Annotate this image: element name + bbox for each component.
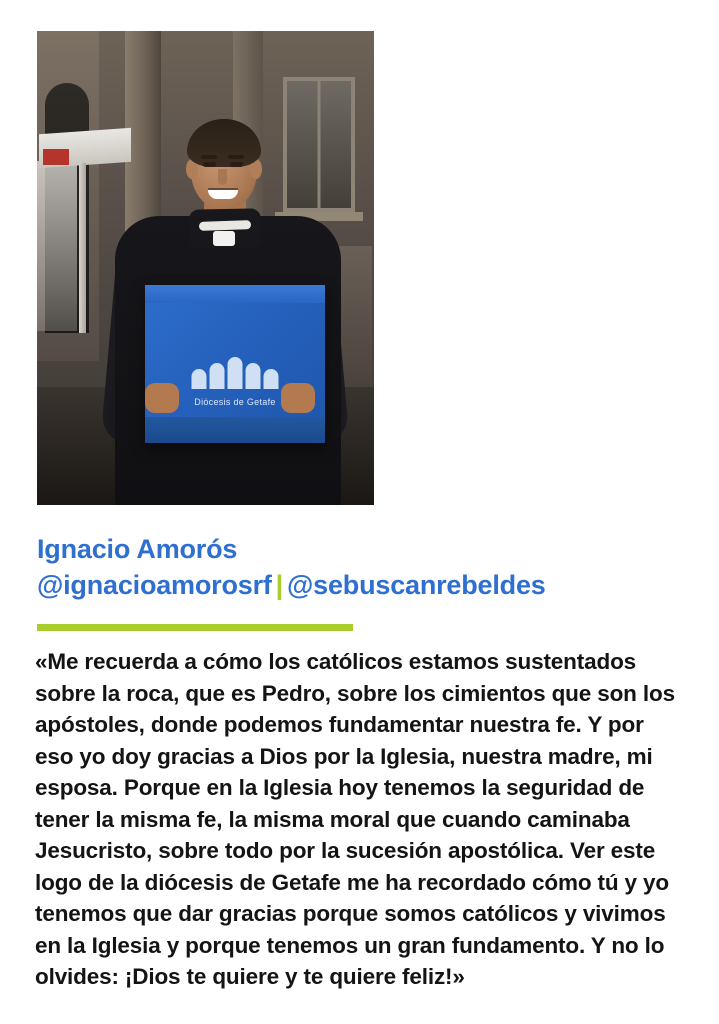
box-lid xyxy=(145,285,325,303)
diocese-logo-icon xyxy=(192,357,279,389)
person-nose xyxy=(218,169,227,185)
tent-fabric xyxy=(37,161,77,331)
tent-sign xyxy=(43,149,69,165)
byline xyxy=(37,531,687,603)
diocese-logo-caption: Diócesis de Getafe xyxy=(194,397,276,407)
author-handle[interactable]: @ignacioamorosrf xyxy=(37,570,272,600)
person-hand-left xyxy=(145,383,179,413)
person-eye-left xyxy=(203,162,216,167)
green-divider xyxy=(37,624,353,631)
clerical-collar-tab xyxy=(213,231,235,246)
handles-line xyxy=(37,567,687,603)
tent-leg xyxy=(79,163,86,333)
handle-separator: | xyxy=(275,570,284,600)
person-eyebrow-right xyxy=(228,155,244,159)
portrait-photo xyxy=(37,31,374,505)
person-eye-right xyxy=(230,162,243,167)
author-name: Ignacio Amorós xyxy=(37,534,238,564)
clerical-collar-band xyxy=(199,220,251,231)
quote-text: «Me recuerda a cómo los católicos estamos sustentados sobre la roca, que es Pedro, sobre los cimientos que son los apóstoles, donde podemos fundamentar nuestra fe. Y por eso yo doy gracias a Dios por la Iglesia, nuestra madre, mi esposa. Porque en la Iglesia hoy tenemos la seguridad de tener la misma fe, la misma moral que cuando caminaba Jesucristo, sobre todo por la sucesión apostólica. Ver este logo de la diócesis de Getafe me ha recordado cómo tú y yo tenemos que dar gracias porque somos católicos y vivimos en la Iglesia y porque tenemos un gran fundamento. Y no lo olvides: ¡Dios te quiere y te quiere feliz!» xyxy=(35,649,675,989)
diocese-box xyxy=(145,285,325,443)
campaign-handle[interactable]: @sebuscanrebeldes xyxy=(287,570,546,600)
person-hand-right xyxy=(281,383,315,413)
person-smile xyxy=(208,190,238,199)
photo-container xyxy=(37,31,374,505)
person-eyebrow-left xyxy=(201,155,217,159)
background-window xyxy=(283,77,355,212)
box-base xyxy=(145,417,325,443)
